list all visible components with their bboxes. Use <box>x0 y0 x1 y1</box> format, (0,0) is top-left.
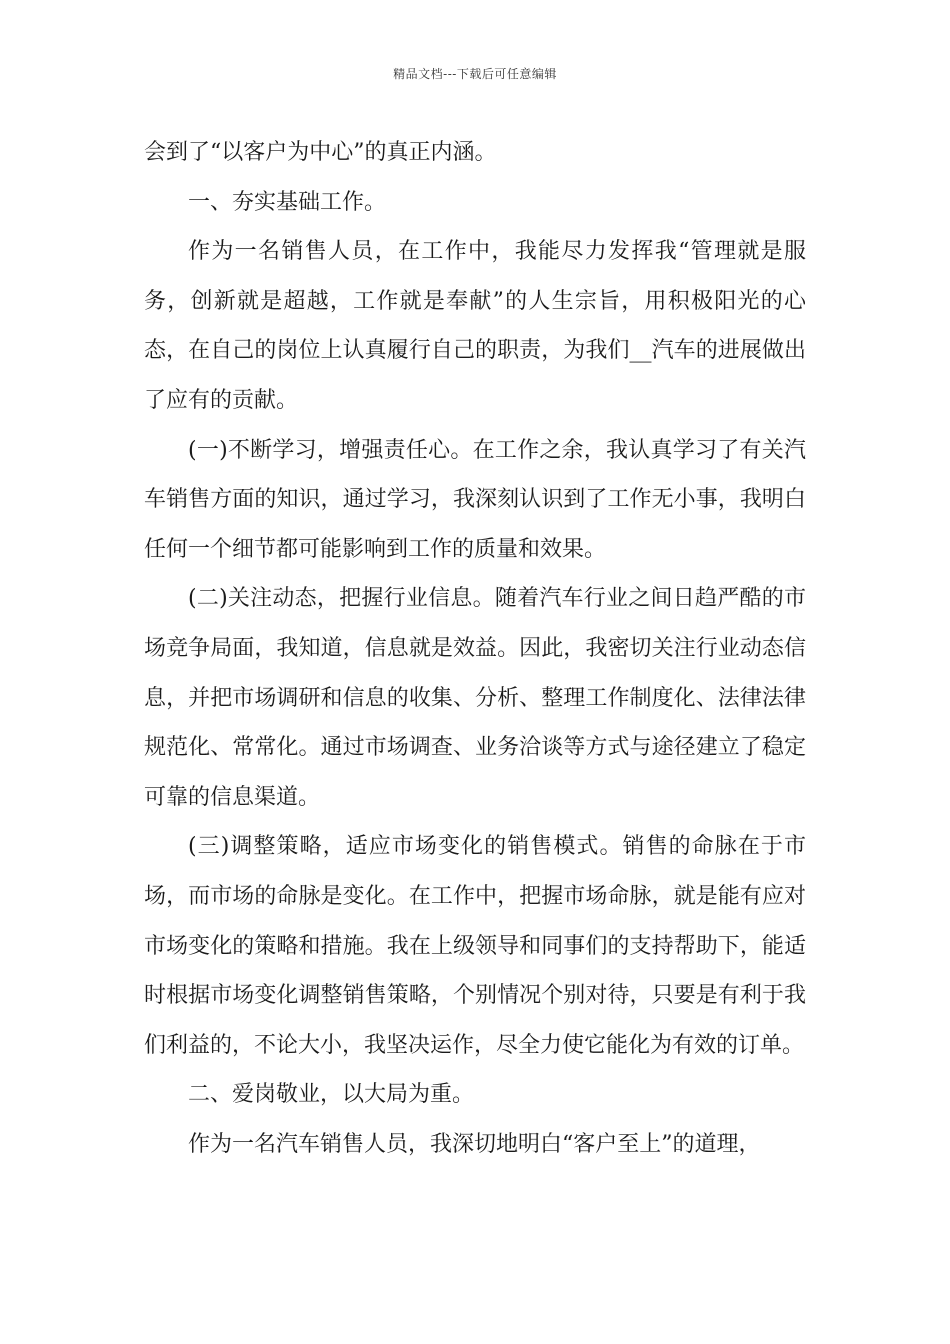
section-heading-1: 一、夯实基础工作。 <box>188 189 387 215</box>
paragraph-5: (三)调整策略，适应市场变化的销售模式。销售的命脉在于市场，而市场的命脉是变化。在工作中，把握市场命脉，就是能有应对市场变化的策略和措施。我在上级领导和同事们的支持帮助下，能适时根据市场变化调整销售策略，个别情况个别对待，只要是有利于我们利益的，不论大小，我坚决运作，尽全力使它能化为有效的订单。 <box>144 834 806 1058</box>
document-body <box>144 128 806 1169</box>
page-header: 精品文档---下载后可任意编辑 <box>393 67 557 81</box>
paragraph-4: (二)关注动态，把握行业信息。随着汽车行业之间日趋严酷的市场竞争局面，我知道，信息就是效益。因此，我密切关注行业动态信息，并把市场调研和信息的收集、分析、整理工作制度化、法律法律规范化、常常化。通过市场调查、业务洽谈等方式与途径建立了稳定可靠的信息渠道。 <box>144 586 806 810</box>
paragraph-2: 作为一名销售人员，在工作中，我能尽力发挥我“管理就是服务，创新就是超越，工作就是奉献”的人生宗旨，用积极阳光的心态，在自己的岗位上认真履行自己的职责，为我们__汽车的进展做出了应有的贡献。 <box>144 239 806 413</box>
paragraph-1: 会到了“以客户为中心”的真正内涵。 <box>144 140 497 165</box>
paragraph-6: 作为一名汽车销售人员，我深切地明白“客户至上”的道理， <box>188 1131 761 1157</box>
paragraph-3: (一)不断学习，增强责任心。在工作之余，我认真学习了有关汽车销售方面的知识，通过学习，我深刻认识到了工作无小事，我明白任何一个细节都可能影响到工作的质量和效果。 <box>144 437 806 562</box>
section-heading-2: 二、爱岗敬业，以大局为重。 <box>188 1082 475 1108</box>
